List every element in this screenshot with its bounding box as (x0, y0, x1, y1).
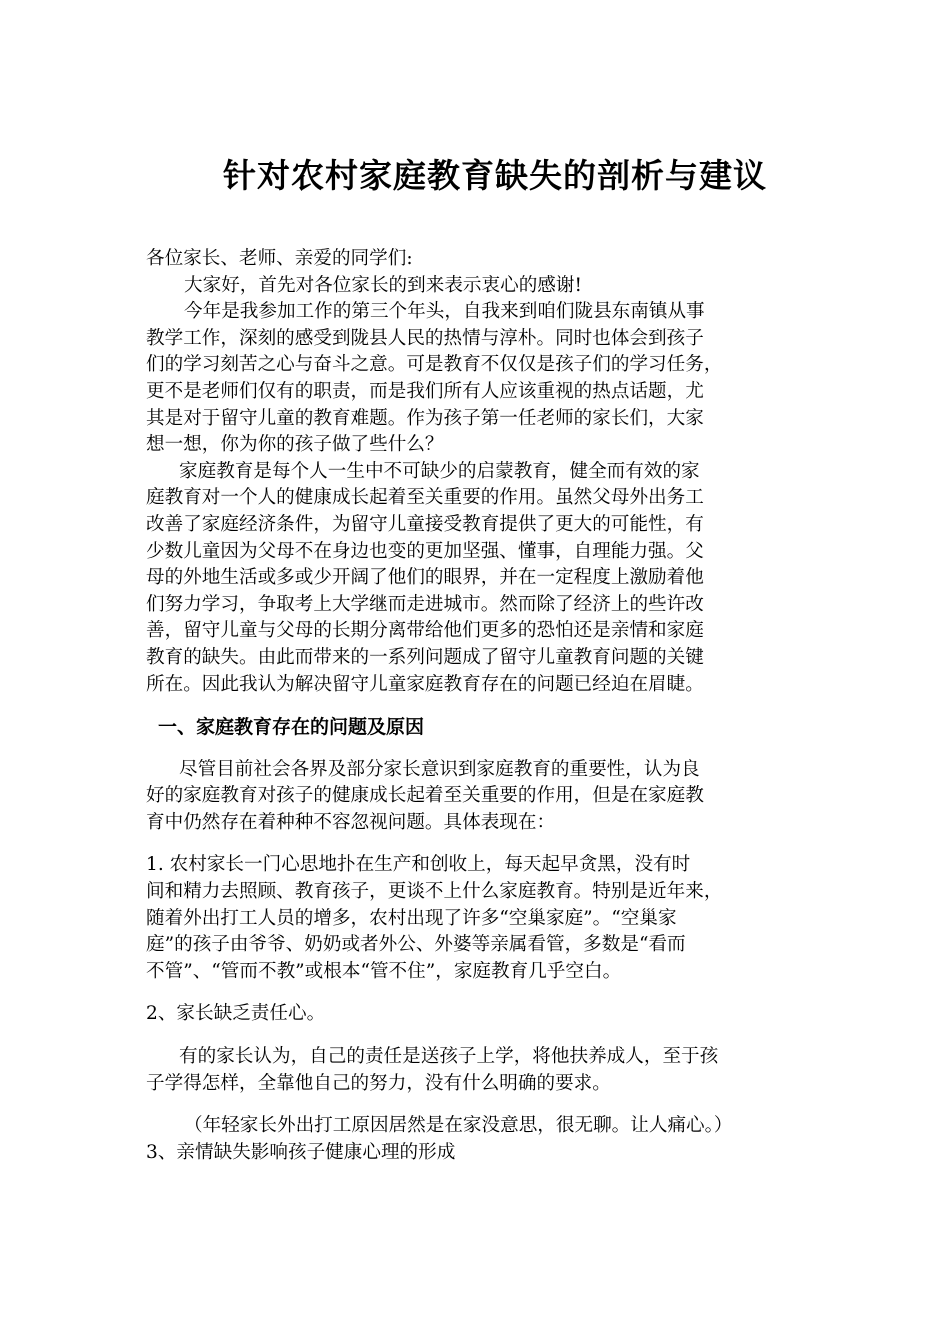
paragraph-line: 不管”、“管而不教”或根本“管不住”，家庭教育几乎空白。 (146, 960, 622, 982)
document-title: 针对农村家庭教育缺失的剖析与建议 (223, 156, 767, 195)
paragraph-line: 好的家庭教育对孩子的健康成长起着至关重要的作用，但是在家庭教 (146, 785, 704, 807)
paragraph-line: 们努力学习，争取考上大学继而走进城市。然而除了经济上的些许改 (146, 593, 704, 615)
paragraph-line: 育中仍然存在着种种不容忽视问题。具体表现在： (146, 811, 556, 833)
paragraph-line: 母的外地生活或多或少开阔了他们的眼界，并在一定程度上激励着他 (146, 567, 704, 589)
section-heading: 一、家庭教育存在的问题及原因 (158, 716, 425, 739)
paragraph-line: 教学工作，深刻的感受到陇县人民的热情与淳朴。同时也体会到孩子 (146, 327, 704, 349)
point-3-title: 3、亲情缺失影响孩子健康心理的形成 (146, 1141, 456, 1163)
family-education-paragraph (146, 459, 810, 698)
paragraph-line: 少数儿童因为父母不在身边也变的更加坚强、懂事，自理能力强。父 (146, 540, 704, 562)
paragraph-line: 子学得怎样，全靠他自己的努力，没有什么明确的要求。 (146, 1072, 611, 1094)
paragraph-line: 更不是老师们仅有的职责，而是我们所有人应该重视的热点话题，尤 (146, 380, 704, 402)
greeting: 大家好，首先对各位家长的到来表示衷心的感谢! (184, 274, 582, 296)
paragraph-line: 们的学习刻苦之心与奋斗之意。可是教育不仅仅是孩子们的学习任务， (146, 354, 723, 376)
point-2-paragraph (146, 1044, 810, 1097)
paragraph-line: 随着外出打工人员的增多，农村出现了许多“空巢家庭”。“空巢家 (146, 907, 677, 929)
paragraph-line: 想一想，你为你的孩子做了些什么？ (146, 434, 444, 456)
paragraph-line: 1. 农村家长一门心思地扑在生产和创收上，每天起早贪黑，没有时 (146, 854, 691, 876)
point-1-paragraph (146, 852, 810, 985)
salutation: 各位家长、老师、亲爱的同学们: (146, 248, 413, 269)
paragraph-line: 改善了家庭经济条件，为留守儿童接受教育提供了更大的可能性，有 (146, 513, 704, 535)
paragraph-line: 今年是我参加工作的第三个年头，自我来到咱们陇县东南镇从事 (184, 301, 705, 323)
document-body (146, 246, 810, 1166)
point-2-title: 2、家长缺乏责任心。 (146, 1003, 326, 1025)
paragraph-line: 庭教育对一个人的健康成长起着至关重要的作用。虽然父母外出务工 (146, 487, 704, 509)
section1-paragraph (146, 757, 810, 837)
intro-paragraph (146, 299, 810, 459)
paragraph-line: 有的家长认为，自己的责任是送孩子上学，将他扶养成人，至于孩 (179, 1046, 719, 1068)
paragraph-line: 其是对于留守儿童的教育难题。作为孩子第一任老师的家长们，大家 (146, 407, 704, 429)
paragraph-line: 庭”的孩子由爷爷、奶奶或者外公、外婆等亲属看管，多数是“看而 (146, 934, 686, 956)
paragraph-line: 间和精力去照顾、教育孩子，更谈不上什么家庭教育。特别是近年来， (146, 881, 723, 903)
paragraph-line: 善，留守儿童与父母的长期分离带给他们更多的恐怕还是亲情和家庭 (146, 620, 704, 642)
paragraph-line: 所在。因此我认为解决留守儿童家庭教育存在的问题已经迫在眉睫。 (146, 673, 704, 695)
note-line: （年轻家长外出打工原因居然是在家没意思，很无聊。让人痛心。） (184, 1115, 733, 1137)
paragraph-line: 尽管目前社会各界及部分家长意识到家庭教育的重要性，认为良 (179, 758, 700, 780)
paragraph-line: 教育的缺失。由此而带来的一系列问题成了留守儿童教育问题的关键 (146, 646, 704, 668)
paragraph-line: 家庭教育是每个人一生中不可缺少的启蒙教育，健全而有效的家 (179, 460, 700, 482)
